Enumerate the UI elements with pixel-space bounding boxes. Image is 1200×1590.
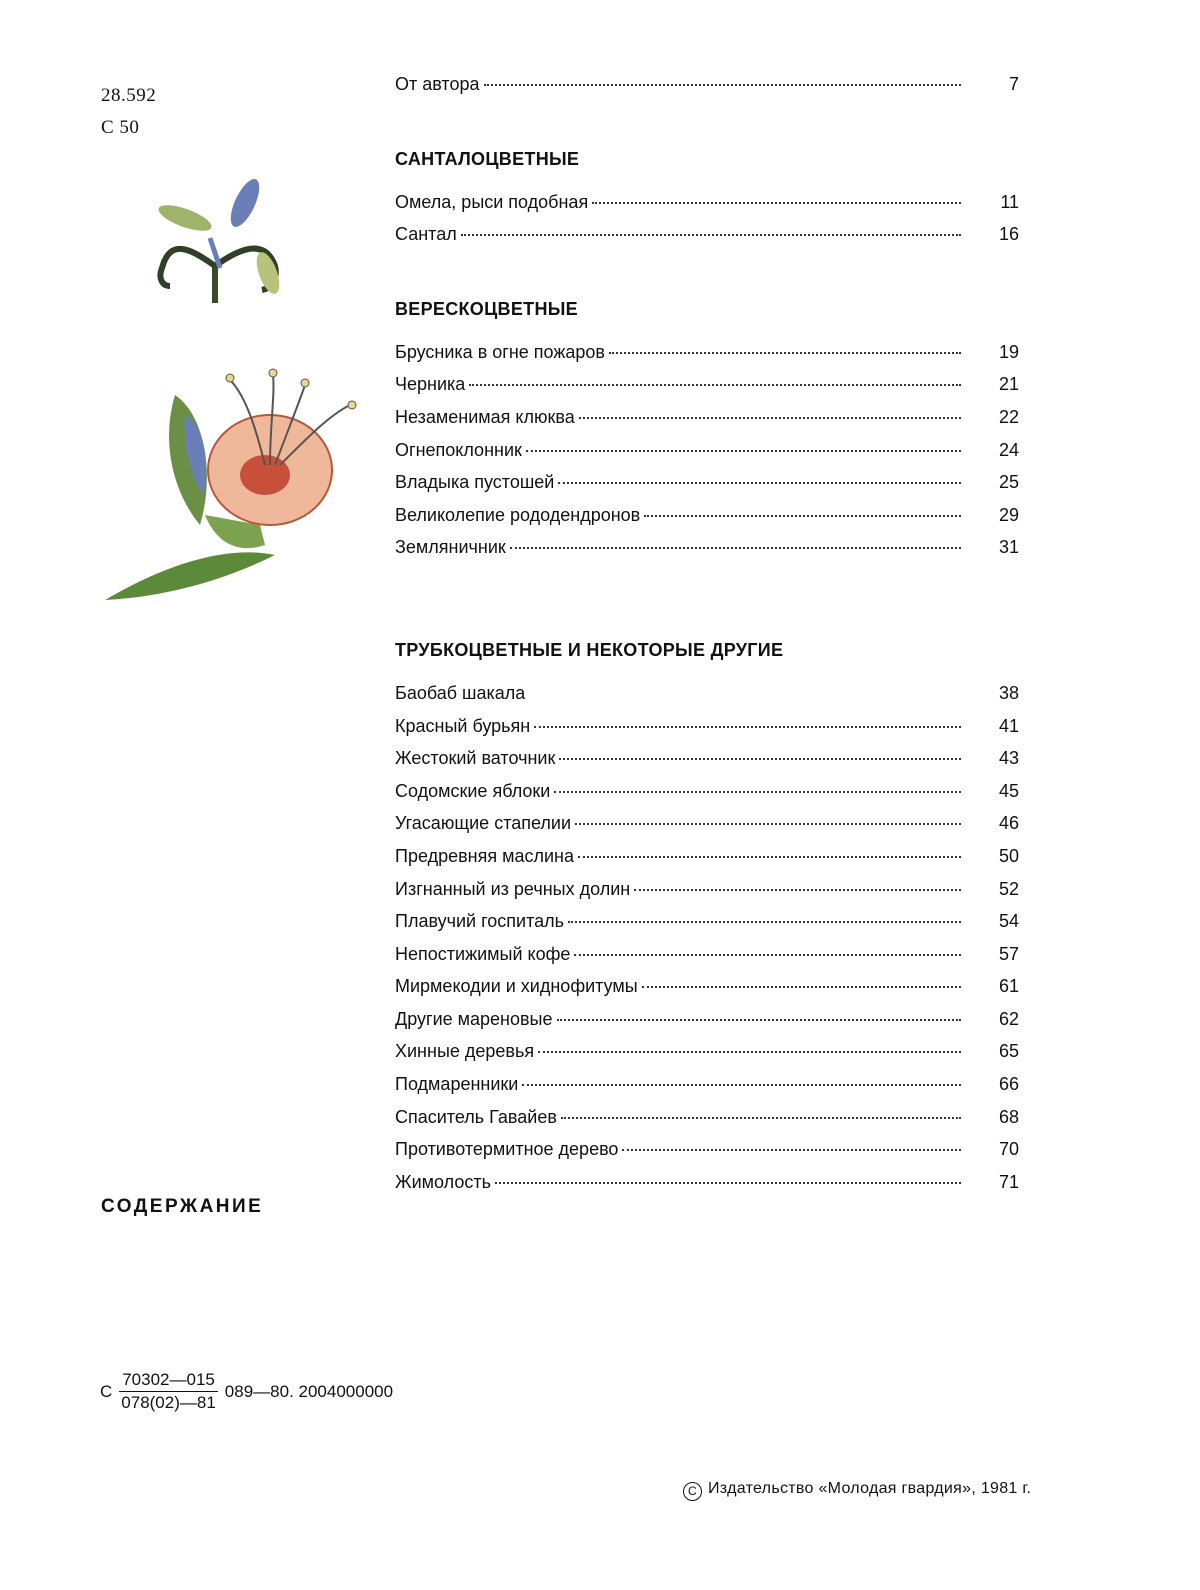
toc-entry[interactable] xyxy=(395,192,1019,225)
toc-entry-title: От автора xyxy=(395,74,480,94)
leader-dots xyxy=(622,1149,961,1151)
toc-entry-title: Владыка пустошей xyxy=(395,472,555,493)
toc-entry-title: Подмаренники xyxy=(395,1074,519,1095)
leader-dots xyxy=(644,515,961,517)
copyright-text: Издательство «Молодая гвардия», 1981 г. xyxy=(708,1480,1032,1497)
toc-entry[interactable] xyxy=(395,683,1019,716)
toc-entry-page: 57 xyxy=(998,943,1019,964)
leader-dots xyxy=(529,693,961,695)
toc-entry[interactable] xyxy=(395,342,1019,375)
section-heading: ВЕРЕСКОЦВЕТНЫЕ xyxy=(395,298,578,319)
toc-entry[interactable] xyxy=(395,224,1019,257)
leader-dots xyxy=(484,84,962,86)
imprint-denominator: 078(02)—81 xyxy=(121,1393,216,1412)
toc-entry-title: Непостижимый кофе xyxy=(395,943,571,964)
toc-entry-title: Противотермитное дерево xyxy=(395,1139,619,1160)
toc-entry-title: Жестокий ваточник xyxy=(395,748,556,769)
leader-dots xyxy=(526,450,961,452)
toc-entry[interactable] xyxy=(395,505,1019,538)
leader-dots xyxy=(642,986,961,988)
leader-dots xyxy=(538,1051,961,1053)
toc-entry-title: Незаменимая клюква xyxy=(395,406,575,427)
leader-dots xyxy=(510,547,961,549)
toc-entry[interactable] xyxy=(395,1107,1019,1140)
toc-entry[interactable] xyxy=(395,813,1019,846)
toc-entry-page: 54 xyxy=(998,911,1019,932)
contents-title: СОДЕРЖАНИЕ xyxy=(101,1196,264,1217)
toc-entry-page: 43 xyxy=(998,748,1019,769)
flower-illustration xyxy=(105,365,365,610)
imprint-fraction xyxy=(118,1370,219,1413)
toc-entry-page: 45 xyxy=(998,780,1019,801)
toc-entry-title: Жимолость xyxy=(395,1171,492,1192)
toc-entry-title: Плавучий госпиталь xyxy=(395,911,565,932)
leader-dots xyxy=(578,856,961,858)
toc-entry-page: 38 xyxy=(998,682,1019,703)
toc-entry-title: Красный бурьян xyxy=(395,715,531,736)
section-heading: САНТАЛОЦВЕТНЫЕ xyxy=(395,148,580,169)
toc-entry-page: 31 xyxy=(998,537,1019,558)
imprint-code xyxy=(100,1370,393,1413)
toc-entry-page: 41 xyxy=(998,715,1019,736)
toc-entry[interactable] xyxy=(395,1172,1019,1205)
toc-entry[interactable] xyxy=(395,407,1019,440)
toc-entry[interactable] xyxy=(395,911,1019,944)
toc-entry-page: 61 xyxy=(998,976,1019,997)
toc-entry-page: 7 xyxy=(1008,74,1019,94)
toc-entry-page: 24 xyxy=(998,439,1019,460)
imprint-prefix: С xyxy=(100,1381,113,1401)
toc-entry-page: 68 xyxy=(998,1106,1019,1127)
toc-entry[interactable] xyxy=(395,374,1019,407)
leader-dots xyxy=(561,1117,961,1119)
toc-entry[interactable] xyxy=(395,976,1019,1009)
toc-entry-page: 52 xyxy=(998,878,1019,899)
toc-entry-page: 21 xyxy=(998,374,1019,395)
leader-dots xyxy=(557,1019,962,1021)
leader-dots xyxy=(554,791,961,793)
leader-dots xyxy=(579,417,961,419)
toc-entry-title: Изгнанный из речных долин xyxy=(395,878,631,899)
udk-line-2: С 50 xyxy=(101,117,140,138)
leader-dots xyxy=(495,1182,961,1184)
toc-entry-title: Огнепоклонник xyxy=(395,439,522,460)
toc-entry-page: 66 xyxy=(998,1074,1019,1095)
leader-dots xyxy=(592,202,961,204)
toc-entry-page: 46 xyxy=(998,813,1019,834)
udk-line-1: 28.592 xyxy=(101,85,157,106)
toc-entry-title: Мирмекодии и хиднофитумы xyxy=(395,976,638,997)
toc-entry-page: 70 xyxy=(998,1139,1019,1160)
toc-entry-title: Черника xyxy=(395,374,466,395)
toc-entry[interactable] xyxy=(395,944,1019,977)
toc-entry[interactable] xyxy=(395,74,1019,107)
toc-entry-page: 50 xyxy=(998,845,1019,866)
toc-entry-page: 25 xyxy=(998,472,1019,493)
toc-entry[interactable] xyxy=(395,846,1019,879)
leader-dots xyxy=(609,352,961,354)
toc-entry-page: 29 xyxy=(998,504,1019,525)
toc-entry[interactable] xyxy=(395,879,1019,912)
toc-entry-page: 62 xyxy=(998,1008,1019,1029)
toc-entry-page: 65 xyxy=(998,1041,1019,1062)
toc-entry-page: 11 xyxy=(1000,191,1019,212)
toc-entry[interactable] xyxy=(395,440,1019,473)
leader-dots xyxy=(634,889,961,891)
toc-entry[interactable] xyxy=(395,716,1019,749)
toc-entry-title: Омела, рыси подобная xyxy=(395,191,589,212)
toc-entry[interactable] xyxy=(395,1074,1019,1107)
toc-entry[interactable] xyxy=(395,781,1019,814)
toc-entry[interactable] xyxy=(395,748,1019,781)
toc-entry-title: Содомские яблоки xyxy=(395,780,551,801)
section-heading: ТРУБКОЦВЕТНЫЕ И НЕКОТОРЫЕ ДРУГИЕ xyxy=(395,639,784,660)
toc-entry-title: Баобаб шакала xyxy=(395,682,526,703)
leader-dots xyxy=(568,921,961,923)
imprint-suffix: 089—80. 2004000000 xyxy=(224,1381,394,1401)
imprint-numerator: 70302—015 xyxy=(119,1370,218,1392)
leader-dots xyxy=(575,823,961,825)
leader-dots xyxy=(461,234,961,236)
leader-dots xyxy=(558,482,961,484)
toc-entry-page: 22 xyxy=(998,406,1019,427)
toc-entry[interactable] xyxy=(395,1041,1019,1074)
copyright-icon: C xyxy=(683,1482,702,1501)
toc-entry[interactable] xyxy=(395,1009,1019,1042)
table-of-contents xyxy=(395,74,1019,1204)
toc-entry-title: Великолепие рододендронов xyxy=(395,504,641,525)
toc-entry-title: Спаситель Гавайев xyxy=(395,1106,557,1127)
toc-entry-title: Другие мареновые xyxy=(395,1008,553,1029)
leader-dots xyxy=(522,1084,961,1086)
toc-entry-page: 71 xyxy=(998,1171,1019,1192)
toc-entry-title: Сантал xyxy=(395,224,457,245)
toc-entry-title: Брусника в огне пожаров xyxy=(395,341,605,362)
mistletoe-illustration xyxy=(150,178,290,308)
toc-entry-title: Земляничник xyxy=(395,537,506,558)
copyright-line xyxy=(683,1480,1031,1501)
toc-entry-page: 16 xyxy=(998,224,1019,245)
leader-dots xyxy=(559,758,961,760)
toc-entry[interactable] xyxy=(395,472,1019,505)
toc-entry-title: Предревняя маслина xyxy=(395,845,574,866)
toc-entry-title: Угасающие стапелии xyxy=(395,813,572,834)
toc-entry-page: 19 xyxy=(998,341,1019,362)
leader-dots xyxy=(574,954,961,956)
leader-dots xyxy=(469,384,961,386)
toc-entry[interactable] xyxy=(395,537,1019,570)
toc-entry[interactable] xyxy=(395,1139,1019,1172)
toc-entry-title: Хинные деревья xyxy=(395,1041,535,1062)
udk-code xyxy=(101,80,156,144)
leader-dots xyxy=(534,726,961,728)
